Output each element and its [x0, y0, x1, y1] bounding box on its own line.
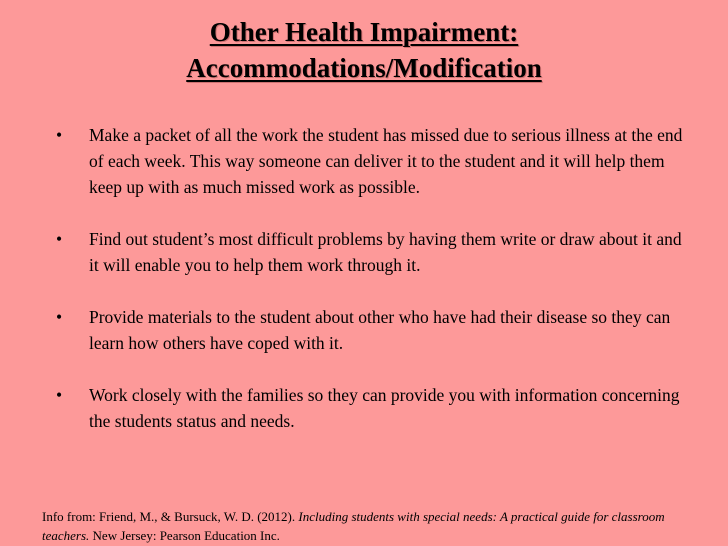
bullet-item — [56, 122, 686, 200]
bullet-text: Work closely with the families so they can provide you with information concerning the students status and needs. — [89, 385, 680, 431]
title-line-1: Other Health Impairment: — [209, 17, 519, 47]
bullet-list — [56, 122, 686, 460]
citation-prefix: Info from: Friend, M., & Bursuck, W. D. (2012). — [42, 509, 299, 524]
citation — [42, 507, 692, 545]
bullet-dot-icon: • — [56, 307, 63, 327]
title-line-2: Accommodations/Modification — [186, 53, 542, 83]
slide-title — [0, 14, 728, 86]
bullet-text: Make a packet of all the work the student has missed due to serious illness at the end of each week. This way someone can deliver it to the student and it will help them keep up with as much missed work as possible. — [89, 125, 683, 197]
bullet-dot-icon: • — [56, 385, 63, 405]
bullet-dot-icon: • — [56, 125, 63, 145]
bullet-item — [56, 304, 686, 356]
bullet-item — [56, 382, 686, 434]
citation-suffix: New Jersey: Pearson Education Inc. — [89, 528, 280, 543]
bullet-dot-icon: • — [56, 229, 63, 249]
citation-book-title: Including students with special needs: A practical guide for classroom teachers. — [42, 509, 665, 543]
bullet-text: Find out student’s most difficult problems by having them write or draw about it and it will enable you to help them work through it. — [89, 229, 682, 275]
bullet-item — [56, 226, 686, 278]
bullet-text: Provide materials to the student about other who have had their disease so they can learn how others have coped with it. — [89, 307, 671, 353]
